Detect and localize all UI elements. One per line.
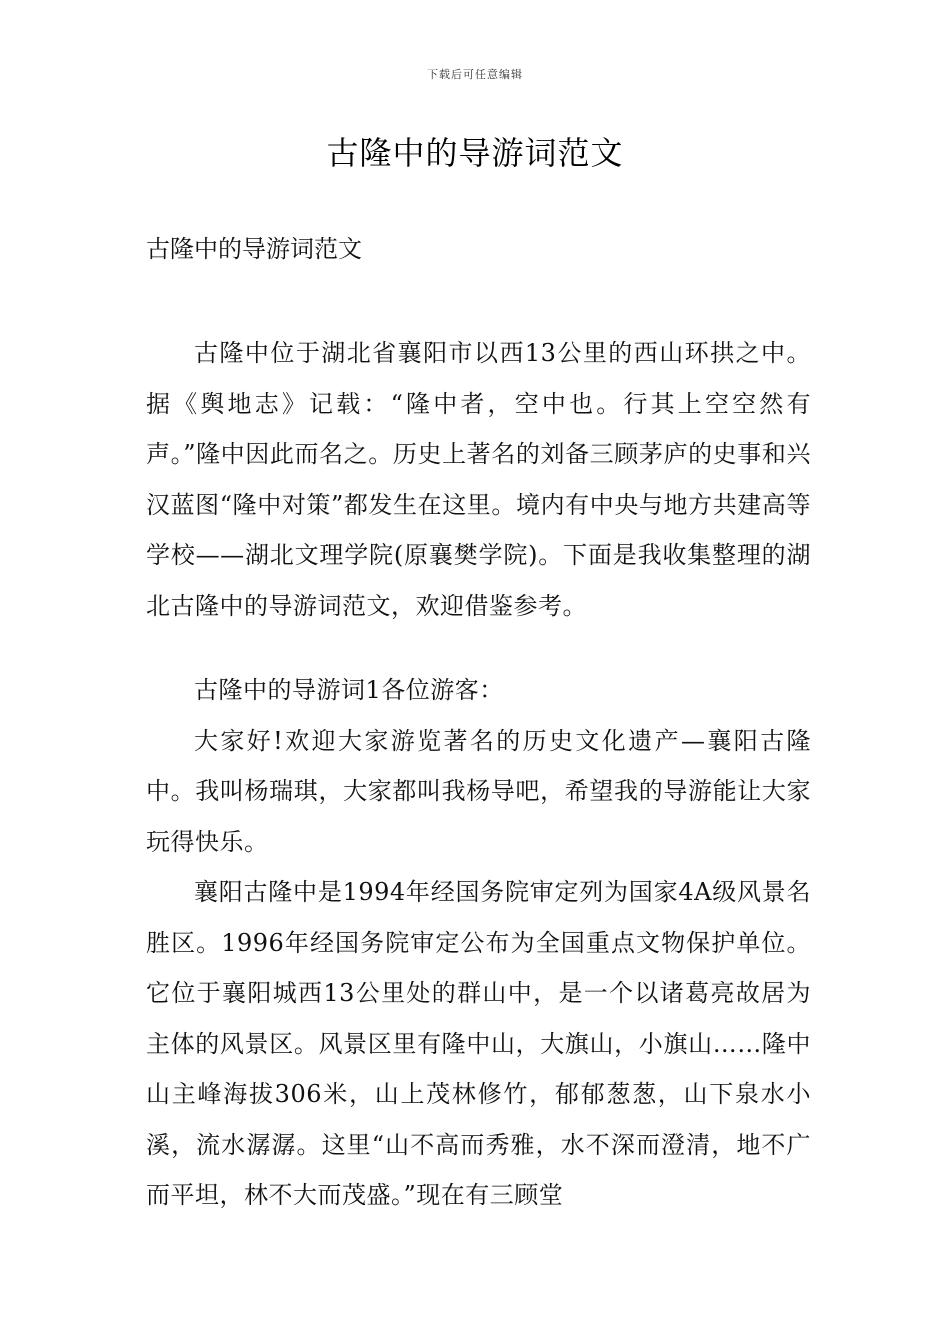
header-note: 下载后可任意编辑	[427, 68, 523, 81]
document-body	[146, 328, 811, 1221]
intro-paragraph: 古隆中位于湖北省襄阳市以西13公里的西山环拱之中。据《舆地志》记载：“隆中者，空中也。行其上空空然有声。”隆中因此而名之。历史上著名的刘备三顾茅庐的史事和兴汉蓝图“隆中对策”都发生在这里。境内有中央与地方共建高等学校——湖北文理学院(原襄樊学院)。下面是我收集整理的湖北古隆中的导游词范文，欢迎借鉴参考。	[146, 339, 811, 620]
section-heading-paragraph: 古隆中的导游词1各位游客：	[194, 676, 504, 704]
document-subtitle: 古隆中的导游词范文	[146, 235, 362, 263]
greeting-paragraph: 大家好!欢迎大家游览著名的历史文化遗产—襄阳古隆中。我叫杨瑞琪，大家都叫我杨导吧，希望我的导游能让大家玩得快乐。	[146, 726, 811, 856]
description-paragraph: 襄阳古隆中是1994年经国务院审定列为国家4A级风景名胜区。1996年经国务院审定公布为全国重点文物保护单位。它位于襄阳城西13公里处的群山中，是一个以诸葛亮故居为主体的风景区。风景区里有隆中山，大旗山，小旗山……隆中山主峰海拔306米，山上茂林修竹，郁郁葱葱，山下泉水小溪，流水潺潺。这里“山不高而秀雅，水不深而澄清，地不广而平坦，林不大而茂盛。”现在有三顾堂	[146, 878, 811, 1209]
document-title: 古隆中的导游词范文	[326, 134, 624, 172]
